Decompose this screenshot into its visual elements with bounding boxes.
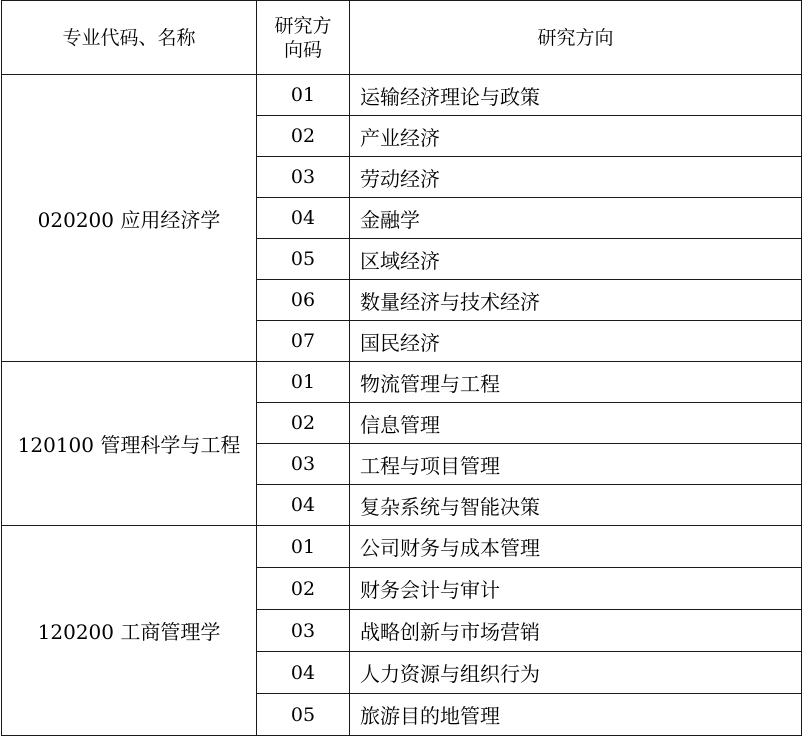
direction-name: 劳动经济 [350,157,802,198]
direction-code: 02 [257,116,350,157]
table-row [2,75,802,116]
direction-name: 数量经济与技术经济 [350,280,802,321]
direction-name: 金融学 [350,198,802,239]
direction-name: 人力资源与组织行为 [350,652,802,694]
header-direction: 研究方向 [350,1,802,75]
direction-name: 运输经济理论与政策 [350,75,802,116]
direction-name: 信息管理 [350,403,802,444]
direction-code: 03 [257,157,350,198]
major-cell: 120200 工商管理学 [2,526,257,736]
direction-code: 01 [257,526,350,568]
direction-name: 复杂系统与智能决策 [350,485,802,526]
direction-code: 04 [257,652,350,694]
direction-name: 区域经济 [350,239,802,280]
direction-code: 05 [257,239,350,280]
direction-code: 05 [257,694,350,736]
direction-name: 产业经济 [350,116,802,157]
table-header-row [2,1,802,75]
header-major: 专业代码、名称 [2,1,257,75]
direction-code: 01 [257,75,350,116]
table-row [2,526,802,568]
direction-code: 04 [257,198,350,239]
header-direction-code-label: 研究方向码 [274,14,332,61]
major-cell: 120100 管理科学与工程 [2,362,257,526]
direction-code: 04 [257,485,350,526]
direction-name: 财务会计与审计 [350,568,802,610]
direction-code: 06 [257,280,350,321]
direction-name: 工程与项目管理 [350,444,802,485]
direction-code: 03 [257,444,350,485]
header-direction-code [257,1,350,75]
table-body [2,75,802,736]
major-cell: 020200 应用经济学 [2,75,257,362]
direction-name: 旅游目的地管理 [350,694,802,736]
direction-name: 物流管理与工程 [350,362,802,403]
direction-code: 01 [257,362,350,403]
direction-code: 02 [257,403,350,444]
table-row [2,362,802,403]
direction-name: 战略创新与市场营销 [350,610,802,652]
direction-name: 国民经济 [350,321,802,362]
direction-name: 公司财务与成本管理 [350,526,802,568]
program-table [1,0,802,736]
direction-code: 02 [257,568,350,610]
direction-code: 03 [257,610,350,652]
direction-code: 07 [257,321,350,362]
